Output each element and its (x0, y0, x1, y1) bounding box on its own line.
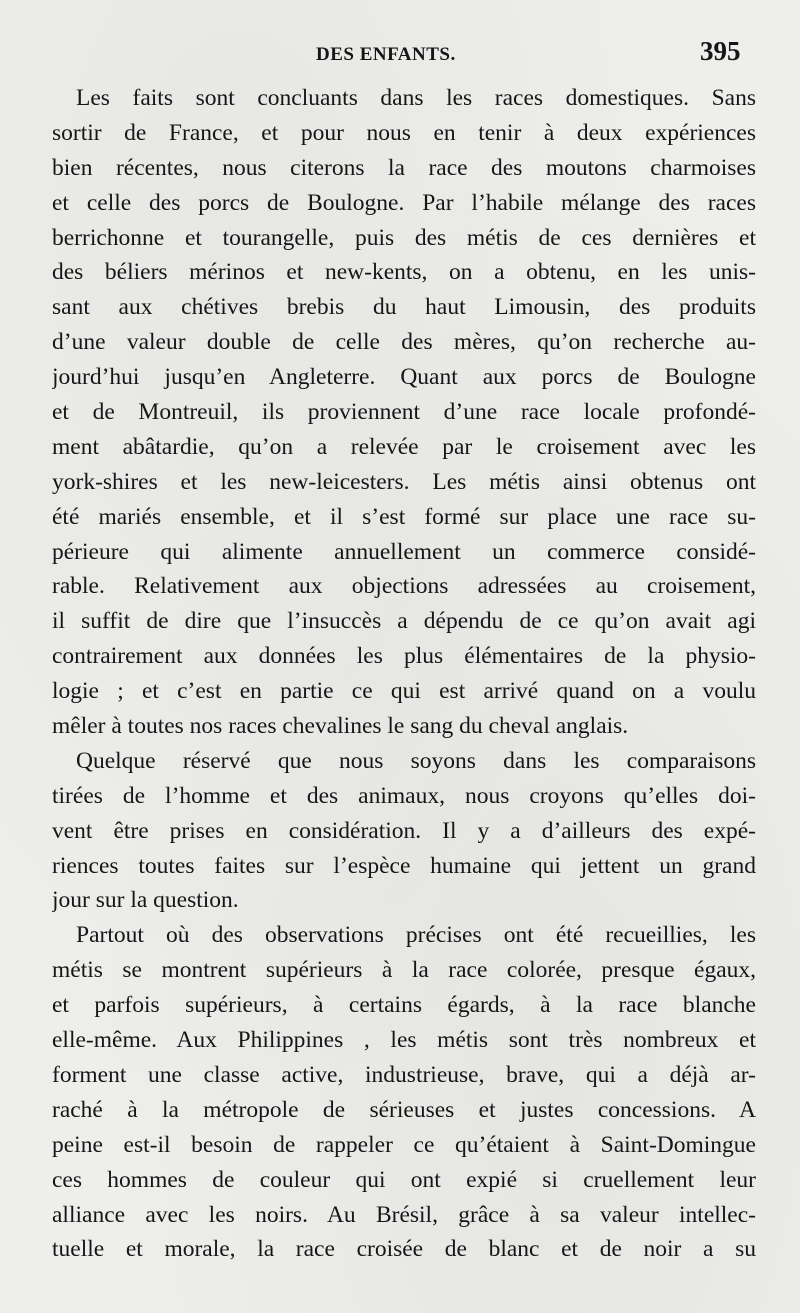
text-line: tirées de l’homme et des animaux, nous croyons qu’elles doi- (52, 782, 756, 809)
text-line: jourd’hui jusqu’en Angleterre. Quant aux porcs de Boulogne (52, 364, 756, 391)
text-line: elle-même. Aux Philippines , les métis sont très nombreux et (52, 1027, 756, 1054)
text-line: alliance avec les noirs. Au Brésil, grâce à sa valeur intellec- (52, 1201, 756, 1228)
text-line: et de Montreuil, ils proviennent d’une race locale profondé- (52, 399, 756, 426)
text-line: Quelque réservé que nous soyons dans les comparaisons (76, 747, 756, 774)
text-line: et celle des porcs de Boulogne. Par l’habile mélange des races (52, 189, 756, 216)
text-line: des béliers mérinos et new-kents, on a obtenu, en les unis- (52, 259, 756, 286)
page-number: 395 (700, 36, 741, 66)
text-line: sortir de France, et pour nous en tenir à deux expériences (52, 119, 756, 146)
text-line: mêler à toutes nos races chevalines le sang du cheval anglais. (52, 713, 629, 740)
text-line: jour sur la question. (52, 887, 239, 914)
text-line: forment une classe active, industrieuse, brave, qui a déjà ar- (52, 1061, 756, 1088)
body-text (52, 81, 756, 1267)
text-line: tuelle et morale, la race croisée de blanc et de noir a su (52, 1236, 756, 1263)
text-line: york-shires et les new-leicesters. Les métis ainsi obtenus ont (52, 468, 756, 495)
text-line: et parfois supérieurs, à certains égards, à la race blanche (52, 992, 756, 1019)
text-line: ment abâtardie, qu’on a relevée par le croisement avec les (52, 433, 756, 460)
text-line: métis se montrent supérieurs à la race colorée, presque égaux, (52, 957, 756, 984)
text-line: il suffit de dire que l’insuccès a dépendu de ce qu’on avait agi (52, 608, 756, 635)
text-line: ces hommes de couleur qui ont expié si cruellement leur (52, 1166, 756, 1193)
text-line: Les faits sont concluants dans les races domestiques. Sans (76, 85, 756, 111)
text-line: été mariés ensemble, et il s’est formé sur place une race su- (52, 503, 756, 530)
text-line: berrichonne et tourangelle, puis des métis de ces dernières et (52, 224, 756, 251)
text-line: contrairement aux données les plus élémentaires de la physio- (52, 643, 756, 670)
text-line: raché à la métropole de sérieuses et justes concessions. A (52, 1096, 756, 1123)
text-line: sant aux chétives brebis du haut Limousin, des produits (52, 294, 756, 321)
page-header (0, 34, 800, 74)
running-title: DES ENFANTS. (316, 44, 456, 65)
text-line: peine est-il besoin de rappeler ce qu’étaient à Saint-Domingue (52, 1131, 756, 1158)
text-line: Partout où des observations précises ont été recueillies, les (76, 922, 756, 949)
text-line: logie ; et c’est en partie ce qui est arrivé quand on a voulu (52, 678, 756, 705)
text-line: périeure qui alimente annuellement un commerce considé- (52, 538, 756, 565)
text-line: rable. Relativement aux objections adressées au croisement, (52, 573, 756, 600)
text-line: d’une valeur double de celle des mères, qu’on recherche au- (52, 329, 756, 356)
text-line: riences toutes faites sur l’espèce humaine qui jettent un grand (52, 852, 756, 879)
text-line: vent être prises en considération. Il y a d’ailleurs des expé- (52, 817, 756, 844)
text-line: bien récentes, nous citerons la race des moutons charmoises (52, 154, 756, 181)
